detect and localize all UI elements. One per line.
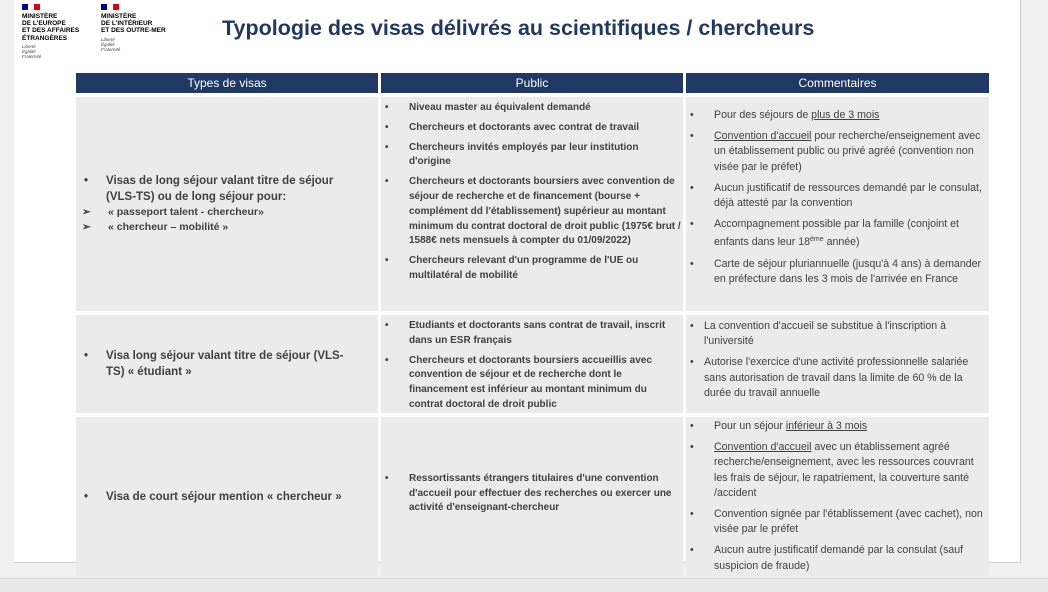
row2-comments-cell bbox=[686, 315, 989, 413]
logo-motto: Liberté Égalité Fraternité bbox=[101, 36, 121, 52]
list-item: • Accompagnement possible par la famille (conjoint et enfants dans leur 18ème année) bbox=[690, 218, 959, 249]
list-item: • Carte de séjour pluriannuelle (jusqu'à 4 ans) à demander en préfecture dans les 3 mois de l'arrivée en France bbox=[690, 257, 982, 285]
header-public: Public bbox=[381, 73, 683, 93]
row2-type-cell: • Visa long séjour valant titre de séjour (VLS- TS) « étudiant » bbox=[76, 315, 378, 413]
list-item: • Chercheurs et doctorants boursiers accueillis avec convention de séjour et de recherche dont le financement est inférieur au montant minimum du contrat doctoral de droit public bbox=[385, 354, 652, 410]
row2-type-line: Visa long séjour valant titre de séjour (VLS- bbox=[106, 350, 344, 362]
list-item: • Pour un séjour inférieur à 3 mois bbox=[690, 420, 868, 432]
row3-public-cell bbox=[381, 417, 683, 576]
row1-type-line: Visas de long séjour valant titre de séjour bbox=[106, 175, 334, 187]
flag-icon bbox=[22, 4, 40, 10]
list-item: • Pour des séjours de plus de 3 mois bbox=[690, 109, 880, 121]
list-item: • Niveau master au équivalent demandé bbox=[385, 102, 591, 113]
list-item: • Chercheurs relevant d'un programme de l'UE ou multilatéral de mobilité bbox=[385, 255, 639, 281]
list-item: • La convention d'accueil se substitue à l'inscription à l'université bbox=[690, 320, 946, 348]
row3-type-line: Visa de court séjour mention « chercheur » bbox=[106, 490, 342, 503]
row1-type-sub: « passeport talent - chercheur» bbox=[108, 206, 264, 218]
row3-type-cell: • Visa de court séjour mention « chercheur » bbox=[76, 417, 378, 576]
list-item: • Convention signée par l'établissement (avec cachet), non visée par le préfet bbox=[690, 508, 983, 536]
page-title: Typologie des visas délivrés au scientifiques / chercheurs bbox=[222, 16, 815, 40]
logo-motto: Liberté Égalité Fraternité bbox=[22, 43, 42, 59]
logo-name: MINISTÈRE DE L'INTÉRIEUR ET DES OUTRE-MER bbox=[101, 13, 166, 35]
list-item: • Chercheurs et doctorants avec contrat de travail bbox=[385, 121, 640, 133]
list-item: • Aucun autre justificatif demandé par la consulat (sauf suspicion de fraude) bbox=[690, 544, 964, 572]
row3-comments-cell bbox=[686, 417, 989, 576]
list-item: • Chercheurs et doctorants boursiers avec convention de séjour de recherche et de financement (bourse + complément dd l'établissement) supérieur au montant minimum du contrat doctoral de droit public (1975€ brut / 1588€ nets mensuels à compter du 01/09/2022) bbox=[385, 176, 681, 247]
logo-name: MINISTÈRE DE L'EUROPE ET DES AFFAIRES ÉTRANGÈRES bbox=[22, 13, 80, 42]
row2-public-cell bbox=[381, 315, 683, 413]
row1-public-cell bbox=[381, 97, 683, 311]
row1-type-cell: • Visas de long séjour valant titre de séjour (VLS-TS) ou de long séjour pour: ➢ « passeport talent - chercheur» ➢ « chercheur – mobilité » bbox=[76, 97, 378, 311]
row1-comments-cell bbox=[686, 97, 989, 311]
list-item: • Convention d'accueil avec un établissement agréé recherche/enseignement, avec les ressources couvrant les frais de séjour, le rapatriement, la couverture santé /accident bbox=[690, 441, 974, 499]
visa-table bbox=[76, 73, 989, 576]
list-item: • Convention d'accueil pour recherche/enseignement avec un établissement public ou privé agréé (convention non visée par le préfet) bbox=[690, 130, 981, 173]
list-item: • Autorise l'exercice d'une activité professionnelle salariée sans autorisation de travail dans la limite de 60 % de la durée du travail annuelle bbox=[690, 356, 969, 399]
flag-icon bbox=[101, 4, 119, 10]
row1-type-line: (VLS-TS) ou de long séjour pour: bbox=[106, 191, 287, 203]
list-item: • Etudiants et doctorants sans contrat de travail, inscrit dans un ESR français bbox=[385, 320, 666, 346]
row2-type-line: TS) « étudiant » bbox=[106, 366, 192, 378]
row1-type-sub: « chercheur – mobilité » bbox=[108, 221, 229, 233]
header-types: Types de visas bbox=[76, 73, 378, 93]
logo-ministere-interieur bbox=[101, 4, 166, 52]
list-item: • Aucun justificatif de ressources demandé par le consulat, déjà attesté par la convention bbox=[690, 181, 982, 210]
bottom-strip bbox=[0, 578, 1048, 592]
list-item: • Ressortissants étrangers titulaires d'une convention d'accueil pour effectuer des recherches ou exercer une activité d'enseignant-chercheur bbox=[385, 472, 672, 514]
list-item: • Chercheurs invités employés par leur institution d'origine bbox=[385, 141, 639, 168]
logo-ministere-europe bbox=[22, 4, 79, 59]
header-comments: Commentaires bbox=[686, 73, 989, 93]
